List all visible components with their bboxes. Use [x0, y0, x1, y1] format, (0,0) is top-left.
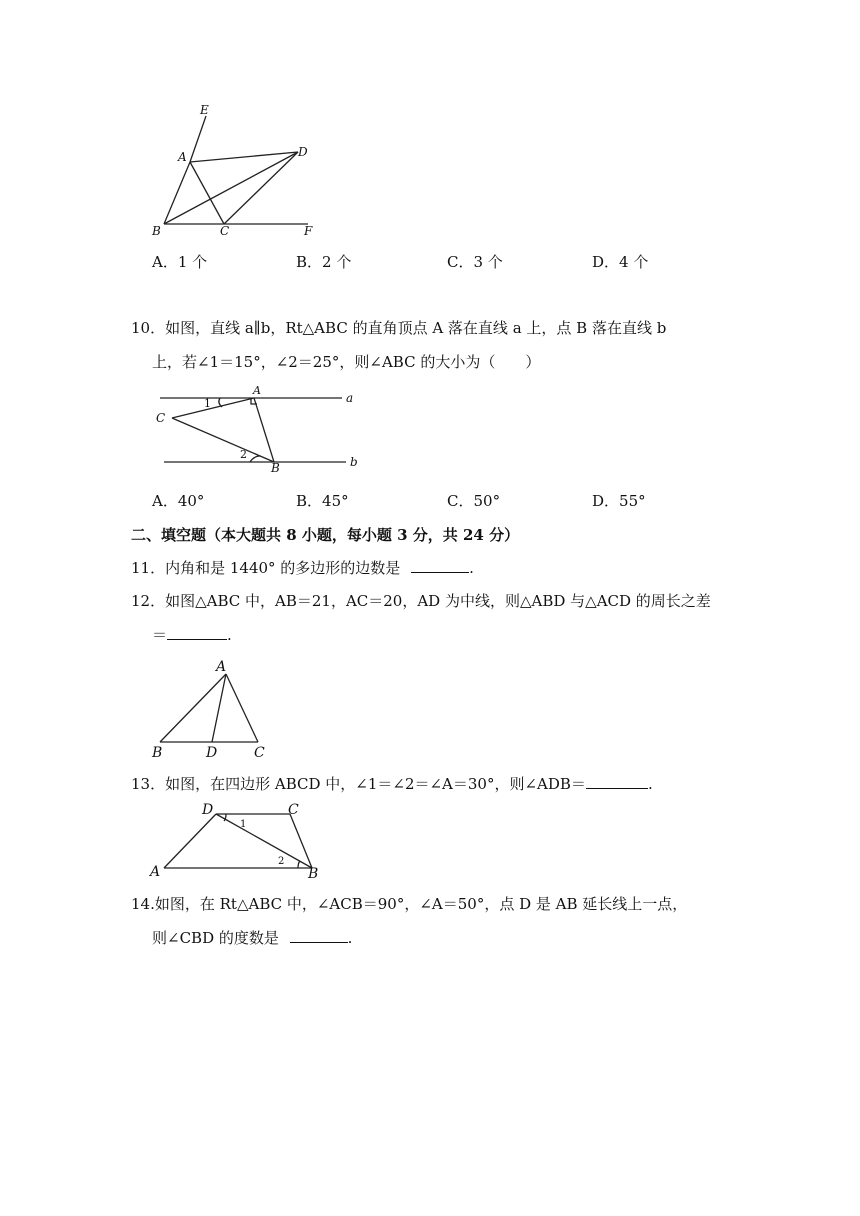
- q11-text: 11．内角和是 1440° 的多边形的边数是: [131, 559, 401, 577]
- q13-end: .: [647, 775, 653, 793]
- q10-label-2: 2: [240, 448, 247, 461]
- q12-end: .: [227, 626, 232, 644]
- q13-text: 13．如图，在四边形 ABCD 中，∠1＝∠2＝∠A＝30°，则∠ADB＝: [131, 775, 586, 793]
- q9-option-b[interactable]: B．2 个: [296, 253, 352, 271]
- q9-label-a: A: [178, 150, 187, 164]
- q14-stem-line1: 14.如图，在 Rt△ABC 中，∠ACB＝90°，∠A＝50°，点 D 是 AB 延长线上一点，: [131, 895, 688, 913]
- q13-answer-blank[interactable]: [586, 774, 648, 789]
- q12-label-d: D: [206, 745, 218, 760]
- q9-option-c[interactable]: C．3 个: [447, 253, 503, 271]
- q13-label-1: 1: [240, 819, 247, 830]
- q10-figure: [150, 382, 370, 474]
- q12-label-c: C: [254, 745, 265, 760]
- q12-equals: ＝: [152, 626, 168, 644]
- q13-label-a: A: [150, 864, 161, 880]
- q9-label-c: C: [220, 224, 230, 238]
- q10-label-b: B: [271, 461, 280, 474]
- q13-label-c: C: [288, 802, 299, 818]
- q10-label-line-b: b: [350, 455, 358, 469]
- q9-label-d: D: [298, 145, 308, 159]
- q9-label-f: F: [304, 224, 313, 238]
- q11-answer-blank[interactable]: [411, 558, 469, 573]
- q13-figure: [146, 800, 336, 882]
- q10-stem-line1: 10．如图，直线 a∥b，Rt△ABC 的直角顶点 A 落在直线 a 上，点 B 落在直线 b: [131, 319, 667, 337]
- q14-stem-line2: [152, 928, 352, 948]
- q14-answer-blank[interactable]: [290, 928, 348, 943]
- q9-label-b: B: [152, 224, 161, 238]
- q9-label-e: E: [200, 103, 209, 117]
- q10-option-c[interactable]: C．50°: [447, 492, 501, 510]
- q13-label-b: B: [308, 866, 319, 882]
- q10-label-c: C: [156, 411, 166, 425]
- q10-option-d[interactable]: D．55°: [592, 492, 646, 510]
- q10-stem-line2: 上，若∠1＝15°，∠2＝25°，则∠ABC 的大小为（ ）: [152, 353, 541, 371]
- q9-option-a[interactable]: A．1 个: [152, 253, 208, 271]
- q9-figure: [148, 100, 328, 240]
- q14-end: .: [347, 929, 353, 947]
- q12-stem-line1: 12．如图△ABC 中，AB＝21，AC＝20，AD 为中线，则△ABD 与△ACD 的周长之差: [131, 592, 711, 610]
- q10-option-a[interactable]: A．40°: [152, 492, 205, 510]
- q14-text: 则∠CBD 的度数是: [152, 929, 279, 947]
- q12-answer-blank[interactable]: [167, 625, 227, 640]
- q10-label-a: A: [253, 384, 261, 397]
- section-heading: 二、填空题（本大题共 8 小题，每小题 3 分，共 24 分）: [131, 526, 520, 544]
- q12-figure: [148, 656, 278, 760]
- q12-stem-line2: [152, 625, 232, 645]
- q13-label-2: 2: [278, 856, 285, 867]
- q13-stem: [131, 774, 653, 794]
- q12-label-a: A: [216, 659, 227, 675]
- q11-end: .: [469, 559, 474, 577]
- q13-label-d: D: [202, 802, 214, 818]
- q10-label-1: 1: [204, 397, 211, 410]
- q9-option-d[interactable]: D．4 个: [592, 253, 649, 271]
- q10-label-line-a: a: [346, 391, 354, 405]
- q10-option-b[interactable]: B．45°: [296, 492, 349, 510]
- q11-stem: [131, 558, 474, 578]
- q12-label-b: B: [152, 745, 163, 760]
